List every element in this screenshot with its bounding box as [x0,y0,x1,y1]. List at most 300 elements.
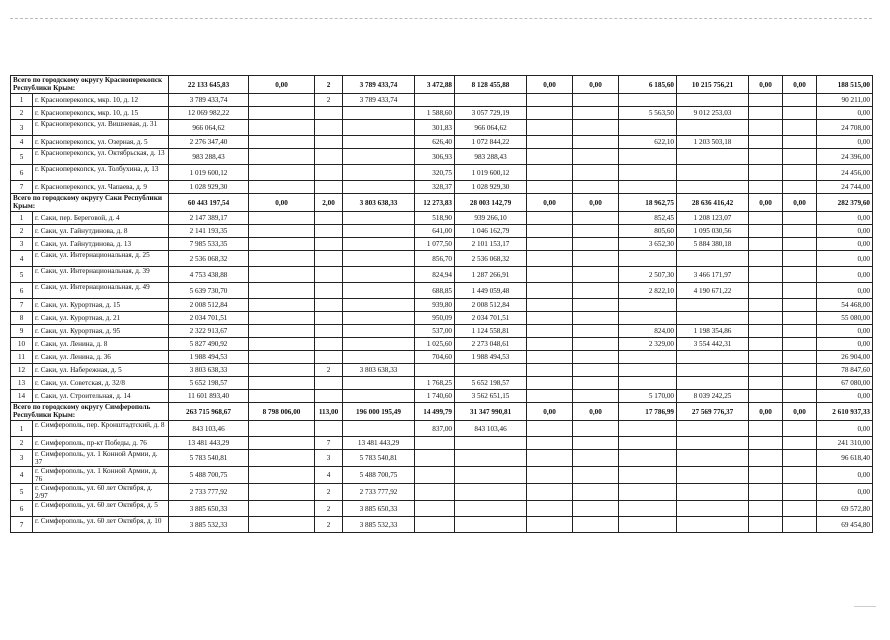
value-cell-c12 [749,181,783,194]
value-cell-c4 [315,149,343,165]
table-row [11,517,873,533]
value-cell-c6 [415,467,455,484]
value-cell-c5 [343,325,415,338]
value-cell-c7: 1 072 844,22 [455,136,527,149]
value-cell-c3 [249,181,315,194]
value-cell-c4 [315,325,343,338]
value-cell-c14: 0,00 [817,267,873,283]
total-cell-c12: 0,00 [749,194,783,212]
value-cell-c6: 856,70 [415,251,455,267]
value-cell-c14: 0,00 [817,421,873,437]
address-cell: г. Саки, ул. Интернациональная, д. 39 [33,267,169,283]
value-cell-c9 [573,467,619,484]
value-cell-c4: 7 [315,437,343,450]
value-cell-c6: 537,00 [415,325,455,338]
value-cell-c11 [677,450,749,467]
value-cell-c8 [527,149,573,165]
value-cell-c12 [749,338,783,351]
value-cell-c3 [249,94,315,107]
value-cell-c7: 1 019 600,12 [455,165,527,181]
value-cell-c7: 1 028 929,30 [455,181,527,194]
value-cell-c11: 1 198 354,86 [677,325,749,338]
value-cell-c12 [749,267,783,283]
value-cell-c2: 2 034 701,51 [169,312,249,325]
value-cell-c14: 69 454,80 [817,517,873,533]
value-cell-c6: 688,85 [415,283,455,299]
value-cell-c5 [343,312,415,325]
value-cell-c5: 3 803 638,33 [343,364,415,377]
row-number: 3 [11,238,33,251]
value-cell-c6: 328,37 [415,181,455,194]
row-number: 11 [11,351,33,364]
value-cell-c6 [415,94,455,107]
value-cell-c8 [527,484,573,501]
value-cell-c3 [249,267,315,283]
total-cell-c9: 0,00 [573,403,619,421]
value-cell-c7: 3 057 729,19 [455,107,527,120]
value-cell-c11 [677,377,749,390]
value-cell-c11 [677,165,749,181]
value-cell-c10: 2 329,00 [619,338,677,351]
value-cell-c9 [573,149,619,165]
value-cell-c12 [749,94,783,107]
value-cell-c8 [527,390,573,403]
value-cell-c11 [677,437,749,450]
value-cell-c9 [573,181,619,194]
value-cell-c2: 3 789 433,74 [169,94,249,107]
value-cell-c12 [749,467,783,484]
value-cell-c11: 1 208 123,07 [677,212,749,225]
value-cell-c13 [783,338,817,351]
value-cell-c11 [677,501,749,517]
value-cell-c3 [249,120,315,136]
value-cell-c12 [749,225,783,238]
value-cell-c12 [749,501,783,517]
value-cell-c9 [573,299,619,312]
table-body [11,76,873,533]
value-cell-c14: 69 572,80 [817,501,873,517]
value-cell-c14: 0,00 [817,484,873,501]
value-cell-c3 [249,484,315,501]
value-cell-c11 [677,251,749,267]
value-cell-c7: 983 288,43 [455,149,527,165]
value-cell-c2: 5 783 540,81 [169,450,249,467]
total-cell-c14: 282 379,60 [817,194,873,212]
total-cell-c5: 196 000 195,49 [343,403,415,421]
value-cell-c5: 3 789 433,74 [343,94,415,107]
table-row [11,501,873,517]
value-cell-c13 [783,501,817,517]
value-cell-c9 [573,120,619,136]
address-cell: г. Симферополь, пр-кт Победы, д. 76 [33,437,169,450]
table-row [11,225,873,238]
value-cell-c13 [783,94,817,107]
value-cell-c14: 54 468,00 [817,299,873,312]
value-cell-c4 [315,338,343,351]
value-cell-c8 [527,225,573,238]
value-cell-c6: 1 025,60 [415,338,455,351]
row-number: 1 [11,212,33,225]
table-row [11,437,873,450]
table-row [11,351,873,364]
total-cell-c2: 60 443 197,54 [169,194,249,212]
value-cell-c5 [343,165,415,181]
value-cell-c8 [527,212,573,225]
value-cell-c10: 2 507,30 [619,267,677,283]
value-cell-c9 [573,165,619,181]
value-cell-c10: 5 563,50 [619,107,677,120]
value-cell-c13 [783,467,817,484]
total-cell-c6: 12 273,83 [415,194,455,212]
value-cell-c2: 5 652 198,57 [169,377,249,390]
value-cell-c13 [783,181,817,194]
value-cell-c10 [619,251,677,267]
value-cell-c4 [315,225,343,238]
address-cell: г. Саки, ул. Набережная, д. 5 [33,364,169,377]
address-cell: г. Красноперекопск, ул. Чапаева, д. 9 [33,181,169,194]
total-cell-c7: 8 128 455,88 [455,76,527,94]
table-row [11,325,873,338]
value-cell-c3 [249,351,315,364]
value-cell-c4 [315,283,343,299]
value-cell-c7 [455,450,527,467]
value-cell-c10: 3 652,30 [619,238,677,251]
value-cell-c8 [527,107,573,120]
value-cell-c12 [749,421,783,437]
row-number: 7 [11,299,33,312]
value-cell-c5: 3 885 532,33 [343,517,415,533]
total-cell-c13: 0,00 [783,76,817,94]
value-cell-c14: 0,00 [817,212,873,225]
total-cell-c5: 3 803 638,33 [343,194,415,212]
value-cell-c12 [749,283,783,299]
page-corner-mark [854,606,876,607]
value-cell-c2: 843 103,46 [169,421,249,437]
address-cell: г. Симферополь, ул. 1 Конной Армии, д. 76 [33,467,169,484]
value-cell-c2: 2 322 913,67 [169,325,249,338]
value-cell-c5: 2 733 777,92 [343,484,415,501]
address-cell: г. Симферополь, ул. 60 лет Октября, д. 10 [33,517,169,533]
value-cell-c4 [315,351,343,364]
value-cell-c2: 2 536 068,32 [169,251,249,267]
value-cell-c11 [677,421,749,437]
value-cell-c13 [783,283,817,299]
value-cell-c4 [315,421,343,437]
value-cell-c7 [455,467,527,484]
total-cell-c10: 18 962,75 [619,194,677,212]
address-cell: г. Саки, ул. Советская, д. 32/8 [33,377,169,390]
table-row [11,267,873,283]
total-cell-c9: 0,00 [573,194,619,212]
value-cell-c6: 939,80 [415,299,455,312]
value-cell-c14: 0,00 [817,251,873,267]
value-cell-c7: 1 124 558,81 [455,325,527,338]
value-cell-c10: 622,10 [619,136,677,149]
value-cell-c12 [749,149,783,165]
value-cell-c3 [249,312,315,325]
value-cell-c8 [527,437,573,450]
value-cell-c14: 0,00 [817,238,873,251]
group-total-label: Всего по городскому округу Саки Республики Крым: [11,194,169,212]
value-cell-c5 [343,225,415,238]
value-cell-c11 [677,299,749,312]
value-cell-c12 [749,251,783,267]
value-cell-c7: 2 101 153,17 [455,238,527,251]
row-number: 5 [11,267,33,283]
address-cell: г. Красноперекопск, мкр. 10, д. 15 [33,107,169,120]
value-cell-c3 [249,251,315,267]
value-cell-c2: 3 885 532,33 [169,517,249,533]
value-cell-c14: 55 080,00 [817,312,873,325]
value-cell-c3 [249,136,315,149]
value-cell-c2: 1 019 600,12 [169,165,249,181]
page-top-edge [10,18,872,19]
value-cell-c10 [619,450,677,467]
value-cell-c13 [783,351,817,364]
value-cell-c13 [783,251,817,267]
value-cell-c9 [573,136,619,149]
value-cell-c8 [527,501,573,517]
value-cell-c8 [527,338,573,351]
value-cell-c3 [249,437,315,450]
table-row [11,94,873,107]
value-cell-c11: 1 095 030,56 [677,225,749,238]
value-cell-c3 [249,299,315,312]
housing-repair-table-sheet [10,75,872,533]
total-cell-c13: 0,00 [783,403,817,421]
value-cell-c9 [573,484,619,501]
value-cell-c13 [783,437,817,450]
value-cell-c8 [527,165,573,181]
total-cell-c8: 0,00 [527,403,573,421]
value-cell-c4 [315,165,343,181]
value-cell-c4 [315,251,343,267]
value-cell-c10: 805,60 [619,225,677,238]
table-row [11,136,873,149]
address-cell: г. Саки, ул. Гайнутдинова, д. 8 [33,225,169,238]
value-cell-c14: 78 847,60 [817,364,873,377]
value-cell-c11: 4 190 671,22 [677,283,749,299]
row-number: 4 [11,251,33,267]
value-cell-c7: 2 273 048,61 [455,338,527,351]
row-number: 4 [11,467,33,484]
value-cell-c13 [783,364,817,377]
value-cell-c7: 5 652 198,57 [455,377,527,390]
value-cell-c6: 1 588,60 [415,107,455,120]
value-cell-c13 [783,312,817,325]
value-cell-c6 [415,437,455,450]
value-cell-c10 [619,299,677,312]
row-number: 6 [11,165,33,181]
value-cell-c3 [249,501,315,517]
value-cell-c12 [749,165,783,181]
value-cell-c11: 9 012 253,03 [677,107,749,120]
table-row [11,467,873,484]
value-cell-c9 [573,212,619,225]
value-cell-c7: 843 103,46 [455,421,527,437]
value-cell-c6: 320,75 [415,165,455,181]
value-cell-c5: 5 783 540,81 [343,450,415,467]
address-cell: г. Красноперекопск, ул. Вишневая, д. 31 [33,120,169,136]
total-cell-c6: 14 499,79 [415,403,455,421]
value-cell-c6: 1 740,60 [415,390,455,403]
value-cell-c3 [249,364,315,377]
total-cell-c7: 31 347 990,81 [455,403,527,421]
value-cell-c10 [619,364,677,377]
value-cell-c13 [783,267,817,283]
value-cell-c10 [619,181,677,194]
value-cell-c8 [527,251,573,267]
row-number: 3 [11,120,33,136]
value-cell-c5: 3 885 650,33 [343,501,415,517]
value-cell-c10 [619,517,677,533]
value-cell-c6 [415,484,455,501]
value-cell-c4: 2 [315,484,343,501]
address-cell: г. Саки, ул. Интернациональная, д. 25 [33,251,169,267]
value-cell-c6 [415,450,455,467]
address-cell: г. Красноперекопск, ул. Октябрьская, д. 13 [33,149,169,165]
value-cell-c6: 950,09 [415,312,455,325]
value-cell-c13 [783,165,817,181]
value-cell-c9 [573,351,619,364]
value-cell-c10 [619,377,677,390]
row-number: 6 [11,501,33,517]
value-cell-c14: 241 310,00 [817,437,873,450]
value-cell-c14: 0,00 [817,283,873,299]
value-cell-c7: 966 064,62 [455,120,527,136]
total-cell-c8: 0,00 [527,76,573,94]
table-row [11,338,873,351]
address-cell: г. Симферополь, ул. 1 Конной Армии, д. 37 [33,450,169,467]
value-cell-c5 [343,149,415,165]
value-cell-c4 [315,181,343,194]
value-cell-c11 [677,120,749,136]
table-row [11,212,873,225]
value-cell-c9 [573,94,619,107]
value-cell-c2: 2 733 777,92 [169,484,249,501]
value-cell-c9 [573,312,619,325]
value-cell-c2: 7 985 533,35 [169,238,249,251]
housing-repair-table [10,75,873,533]
value-cell-c14: 0,00 [817,136,873,149]
value-cell-c4 [315,120,343,136]
value-cell-c8 [527,120,573,136]
value-cell-c2: 2 141 193,35 [169,225,249,238]
total-cell-c3: 8 798 006,00 [249,403,315,421]
value-cell-c5 [343,136,415,149]
value-cell-c13 [783,136,817,149]
table-row [11,364,873,377]
value-cell-c8 [527,364,573,377]
value-cell-c10: 824,00 [619,325,677,338]
value-cell-c4: 2 [315,364,343,377]
value-cell-c7: 2 536 068,32 [455,251,527,267]
value-cell-c4 [315,238,343,251]
value-cell-c6: 641,00 [415,225,455,238]
value-cell-c14: 0,00 [817,467,873,484]
value-cell-c13 [783,212,817,225]
value-cell-c11: 1 203 503,18 [677,136,749,149]
table-row [11,181,873,194]
value-cell-c13 [783,299,817,312]
row-number: 10 [11,338,33,351]
value-cell-c9 [573,517,619,533]
value-cell-c10 [619,165,677,181]
value-cell-c4 [315,107,343,120]
value-cell-c2: 983 288,43 [169,149,249,165]
value-cell-c12 [749,377,783,390]
value-cell-c6: 301,83 [415,120,455,136]
total-cell-c4: 113,00 [315,403,343,421]
row-number: 12 [11,364,33,377]
value-cell-c3 [249,467,315,484]
value-cell-c8 [527,467,573,484]
value-cell-c12 [749,437,783,450]
value-cell-c12 [749,136,783,149]
value-cell-c3 [249,421,315,437]
value-cell-c9 [573,501,619,517]
value-cell-c12 [749,351,783,364]
total-cell-c3: 0,00 [249,194,315,212]
value-cell-c3 [249,283,315,299]
value-cell-c8 [527,181,573,194]
value-cell-c9 [573,267,619,283]
total-cell-c7: 28 003 142,79 [455,194,527,212]
value-cell-c10: 5 170,00 [619,390,677,403]
total-cell-c5: 3 789 433,74 [343,76,415,94]
table-row [11,149,873,165]
value-cell-c12 [749,212,783,225]
total-cell-c11: 28 636 416,42 [677,194,749,212]
value-cell-c4 [315,212,343,225]
value-cell-c6: 824,94 [415,267,455,283]
address-cell: г. Саки, ул. Строительная, д. 14 [33,390,169,403]
value-cell-c10 [619,94,677,107]
value-cell-c4 [315,136,343,149]
total-cell-c14: 2 610 937,33 [817,403,873,421]
value-cell-c8 [527,238,573,251]
value-cell-c13 [783,120,817,136]
value-cell-c5 [343,251,415,267]
address-cell: г. Саки, ул. Курортная, д. 21 [33,312,169,325]
value-cell-c14: 26 904,00 [817,351,873,364]
value-cell-c11 [677,312,749,325]
value-cell-c5 [343,299,415,312]
value-cell-c14: 24 708,00 [817,120,873,136]
value-cell-c2: 2 276 347,40 [169,136,249,149]
total-cell-c3: 0,00 [249,76,315,94]
table-row [11,421,873,437]
value-cell-c14: 24 744,00 [817,181,873,194]
value-cell-c5: 13 481 443,29 [343,437,415,450]
value-cell-c13 [783,225,817,238]
group-total-label: Всего по городскому округу Красноперекопск Республики Крым: [11,76,169,94]
value-cell-c10 [619,421,677,437]
row-number: 2 [11,107,33,120]
value-cell-c14: 67 080,00 [817,377,873,390]
value-cell-c7: 1 287 266,91 [455,267,527,283]
address-cell: г. Симферополь, ул. 60 лет Октября, д. 2/97 [33,484,169,501]
value-cell-c2: 3 803 638,33 [169,364,249,377]
value-cell-c10 [619,501,677,517]
value-cell-c11 [677,517,749,533]
row-number: 4 [11,136,33,149]
row-number: 13 [11,377,33,390]
address-cell: г. Саки, ул. Гайнутдинова, д. 13 [33,238,169,251]
value-cell-c7 [455,94,527,107]
value-cell-c9 [573,238,619,251]
value-cell-c4 [315,377,343,390]
